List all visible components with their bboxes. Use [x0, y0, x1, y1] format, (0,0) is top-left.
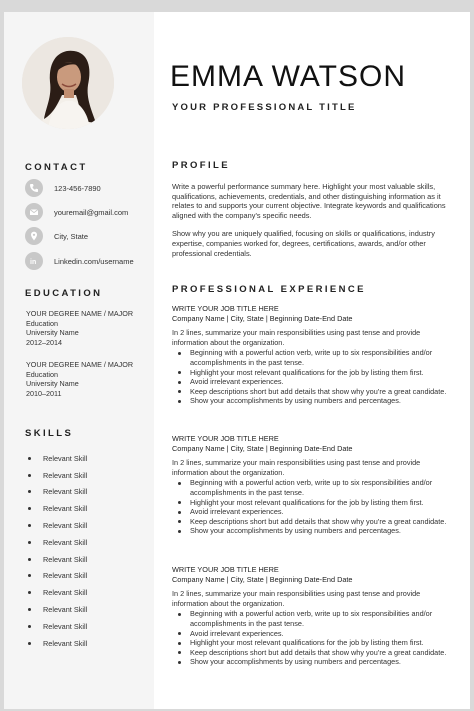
skill-item: Relevant Skill	[26, 467, 87, 484]
education-entry	[26, 309, 133, 347]
job-bullets	[172, 348, 456, 406]
degree-field: Education	[26, 369, 58, 379]
skill-item: Relevant Skill	[26, 584, 87, 601]
job-bullet: Show your accomplishments by using numbers and percentages.	[172, 526, 456, 536]
job-bullets	[172, 478, 456, 536]
contact-location	[25, 227, 88, 245]
profile-paragraph: Show why you are uniquely qualified, focusing on skills or qualifications, industry expertise, companies worked for, degrees, certifications, awards, and/or other professional credentials.	[172, 229, 435, 258]
location-text: City, State	[54, 231, 89, 241]
bullet-icon	[28, 625, 31, 628]
job-bullet: Show your accomplishments by using numbers and percentages.	[172, 657, 456, 667]
candidate-name: EMMA WATSON	[170, 60, 406, 93]
professional-title: YOUR PROFESSIONAL TITLE	[172, 102, 357, 113]
skill-item: Relevant Skill	[26, 551, 87, 568]
phone-icon	[25, 179, 43, 197]
profile-photo-illustration	[22, 37, 114, 129]
bullet-icon	[28, 574, 31, 577]
job-bullet: Beginning with a powerful action verb, write up to six responsibilities and/or accomplishments in the past tense.	[172, 609, 456, 628]
job-company: Company Name | City, State | Beginning Date-End Date	[172, 443, 353, 453]
linkedin-icon	[25, 252, 43, 270]
job-company: Company Name | City, State | Beginning Date-End Date	[172, 313, 353, 323]
job-entry	[172, 304, 456, 406]
education-entry	[26, 360, 133, 398]
job-bullets	[172, 609, 456, 667]
contact-heading: CONTACT	[25, 162, 88, 173]
job-title: WRITE YOUR JOB TITLE HERE	[172, 434, 279, 443]
degree-name: YOUR DEGREE NAME / MAJOR	[26, 309, 134, 318]
skill-item: Relevant Skill	[26, 635, 87, 652]
skill-item: Relevant Skill	[26, 500, 87, 517]
profile-section	[172, 182, 456, 258]
job-bullet: Beginning with a powerful action verb, write up to six responsibilities and/or accomplishments in the past tense.	[172, 348, 456, 367]
job-entry	[172, 565, 456, 667]
job-bullet: Keep descriptions short but add details that show why you’re a great candidate.	[172, 648, 456, 658]
profile-photo	[22, 37, 114, 129]
skill-item: Relevant Skill	[26, 568, 87, 585]
job-bullet: Keep descriptions short but add details that show why you’re a great candidate.	[172, 517, 456, 527]
job-title: WRITE YOUR JOB TITLE HERE	[172, 304, 279, 313]
education-heading: EDUCATION	[25, 288, 103, 299]
job-bullet: Avoid irrelevant experiences.	[172, 629, 456, 639]
job-company: Company Name | City, State | Beginning Date-End Date	[172, 574, 353, 584]
svg-text:in: in	[30, 259, 37, 266]
linkedin-text[interactable]: Linkedin.com/username	[54, 256, 134, 266]
job-summary: In 2 lines, summarize your main responsibilities using past tense and provide information about the organization.	[172, 328, 421, 347]
contact-email	[25, 203, 128, 221]
location-icon	[25, 227, 43, 245]
job-bullet: Highlight your most relevant qualifications for the job by listing them first.	[172, 638, 456, 648]
degree-field: Education	[26, 318, 58, 328]
profile-paragraph: Write a powerful performance summary here. Highlight your most valuable skills, qualifications, achievements, credentials, and other distinguishing information as it relates to and supports your current objective. Integrate keywords and qualifications aligned with the company’s specific needs.	[172, 182, 446, 220]
contact-phone	[25, 179, 101, 197]
bullet-icon	[28, 541, 31, 544]
job-bullet: Beginning with a powerful action verb, write up to six responsibilities and/or accomplishments in the past tense.	[172, 478, 456, 497]
skill-item: Relevant Skill	[26, 517, 87, 534]
job-bullet: Highlight your most relevant qualifications for the job by listing them first.	[172, 498, 456, 508]
job-bullet: Show your accomplishments by using numbers and percentages.	[172, 396, 456, 406]
bullet-icon	[28, 507, 31, 510]
university-name: University Name	[26, 379, 79, 389]
profile-heading: PROFILE	[172, 160, 230, 171]
skills-list	[26, 450, 87, 652]
job-bullet: Keep descriptions short but add details that show why you’re a great candidate.	[172, 387, 456, 397]
bullet-icon	[28, 591, 31, 594]
job-bullet: Highlight your most relevant qualifications for the job by listing them first.	[172, 368, 456, 378]
bullet-icon	[28, 474, 31, 477]
job-entry	[172, 434, 456, 536]
education-years: 2012–2014	[26, 337, 62, 347]
phone-text: 123-456-7890	[54, 183, 101, 193]
experience-heading: PROFESSIONAL EXPERIENCE	[172, 284, 366, 295]
skills-heading: SKILLS	[25, 428, 74, 439]
bullet-icon	[28, 524, 31, 527]
bullet-icon	[28, 558, 31, 561]
university-name: University Name	[26, 328, 79, 338]
skill-item: Relevant Skill	[26, 450, 87, 467]
skill-item: Relevant Skill	[26, 534, 87, 551]
job-bullet: Avoid irrelevant experiences.	[172, 507, 456, 517]
job-summary: In 2 lines, summarize your main responsibilities using past tense and provide information about the organization.	[172, 458, 421, 477]
resume-page	[4, 12, 470, 709]
bullet-icon	[28, 490, 31, 493]
contact-linkedin	[25, 252, 134, 270]
bullet-icon	[28, 642, 31, 645]
bullet-icon	[28, 608, 31, 611]
email-text[interactable]: youremail@gmail.com	[54, 207, 129, 217]
education-years: 2010–2011	[26, 388, 62, 398]
job-title: WRITE YOUR JOB TITLE HERE	[172, 565, 279, 574]
skill-item: Relevant Skill	[26, 601, 87, 618]
job-bullet: Avoid irrelevant experiences.	[172, 377, 456, 387]
skill-item: Relevant Skill	[26, 484, 87, 501]
skill-item: Relevant Skill	[26, 618, 87, 635]
bullet-icon	[28, 457, 31, 460]
job-summary: In 2 lines, summarize your main responsibilities using past tense and provide information about the organization.	[172, 589, 421, 608]
email-icon	[25, 203, 43, 221]
degree-name: YOUR DEGREE NAME / MAJOR	[26, 360, 134, 369]
